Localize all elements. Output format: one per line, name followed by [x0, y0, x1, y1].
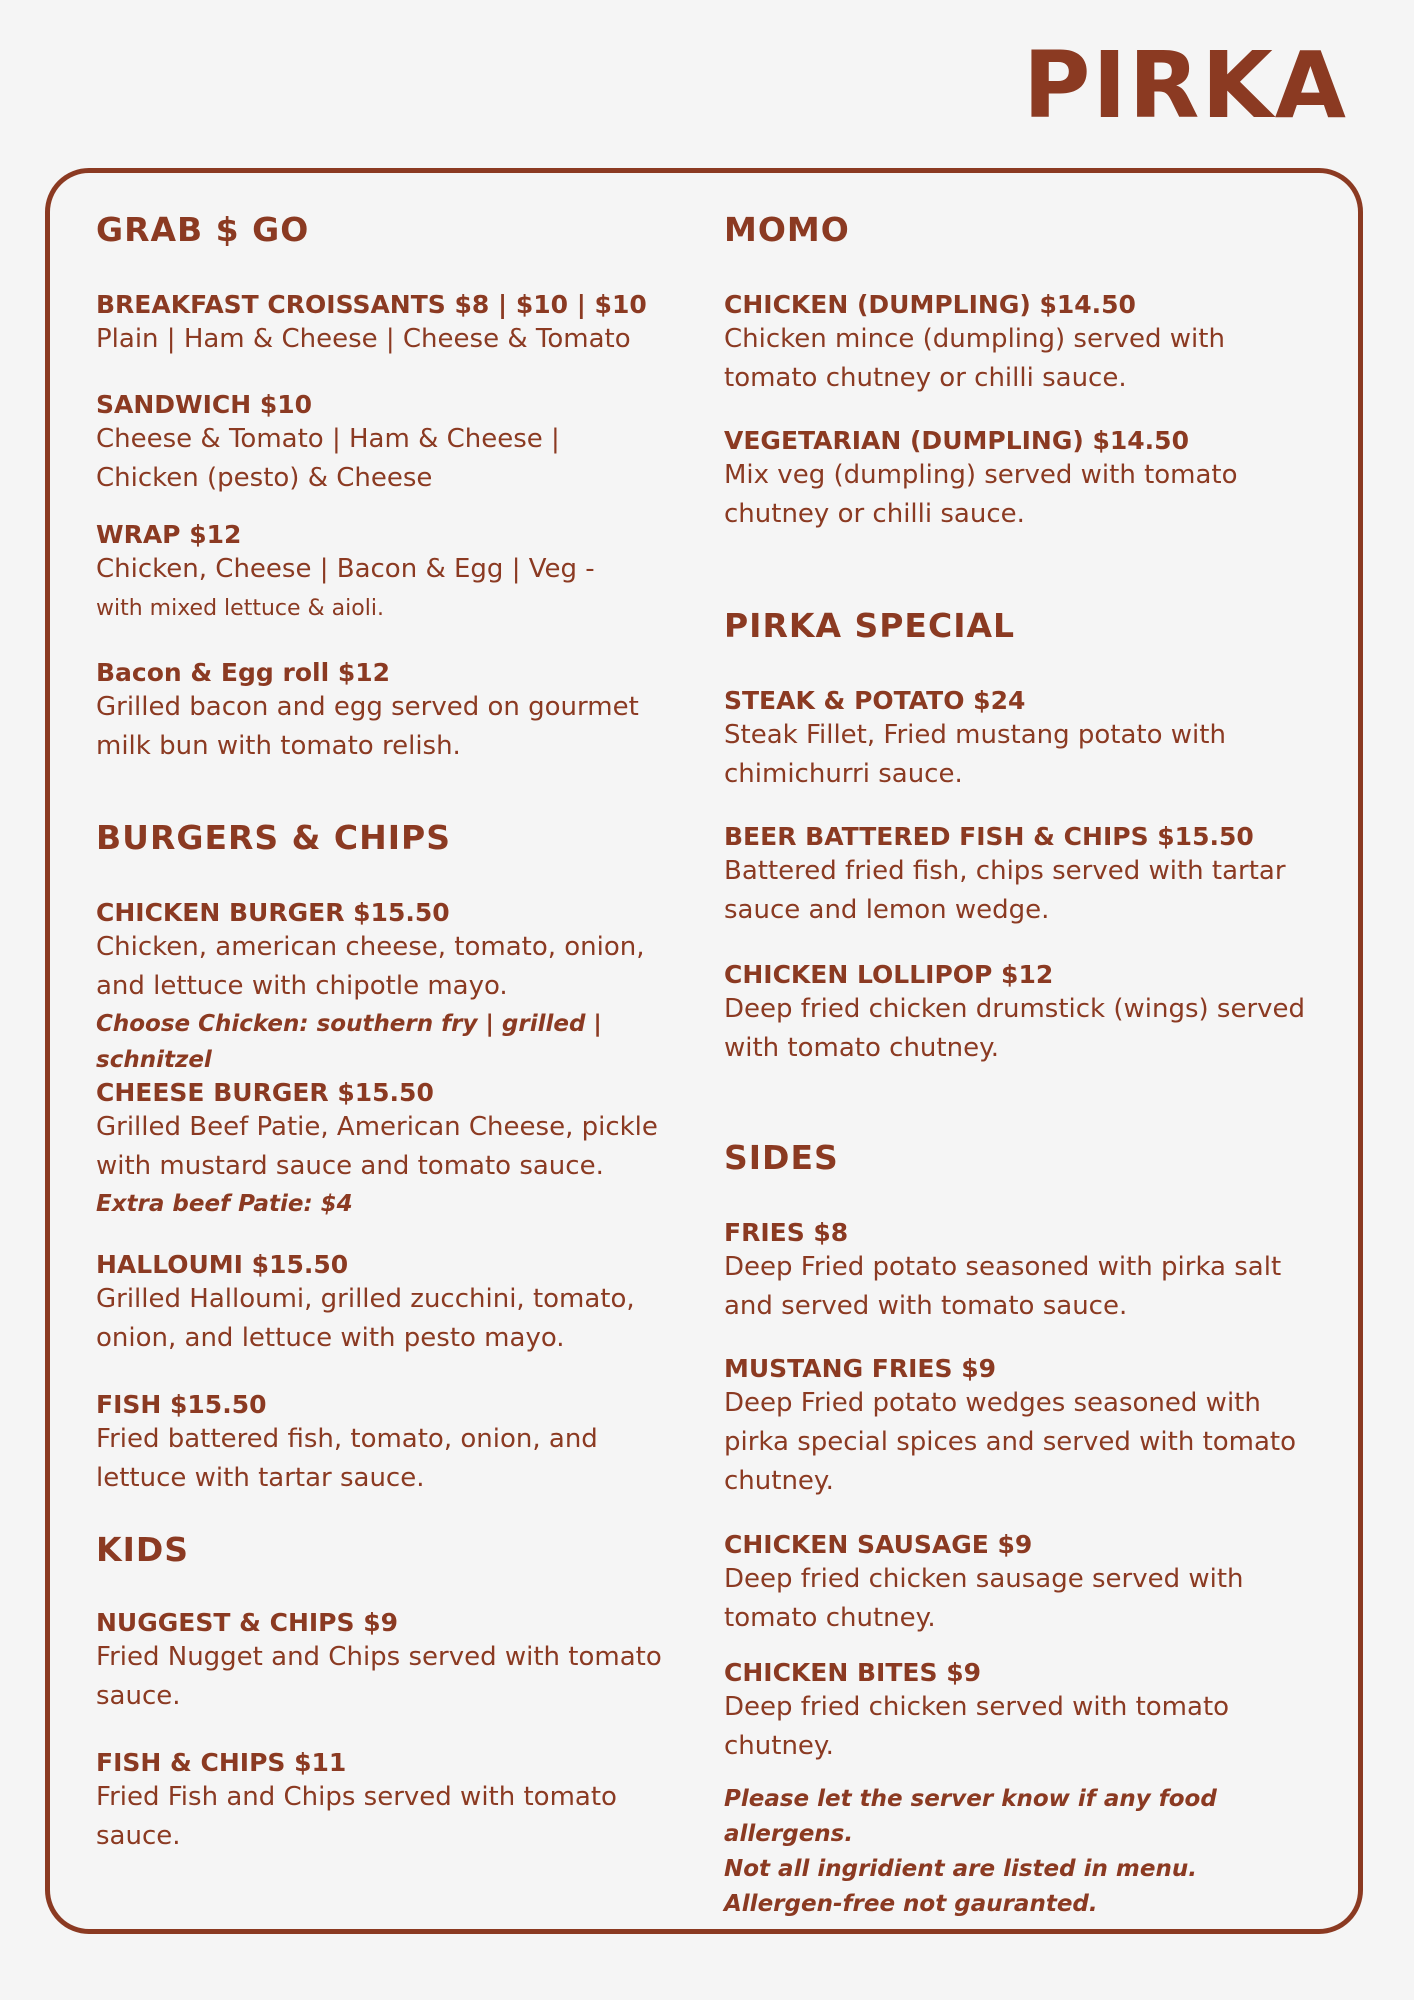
item-description: sauce. — [96, 1821, 181, 1851]
item-description: tomato chutney. — [724, 1603, 936, 1633]
item-description: chutney or chilli sauce. — [724, 499, 1025, 529]
item-description: Fried Fish and Chips served with tomato — [96, 1782, 617, 1812]
item-name: BEER BATTERED FISH & CHIPS $15.50 — [724, 822, 1254, 851]
menu-item — [724, 686, 1344, 794]
menu-item — [724, 1218, 1344, 1326]
item-description: Deep fried chicken served with tomato — [724, 1692, 1230, 1722]
item-name: FISH & CHIPS $11 — [96, 1748, 347, 1777]
item-note: Extra beef Patie: $4 — [96, 1191, 353, 1217]
menu-item — [96, 898, 716, 1078]
item-description: Grilled Halloumi, grilled zucchini, tomato, — [96, 1284, 635, 1314]
item-description: with tomato chutney. — [724, 1033, 1000, 1063]
item-name: HALLOUMI $15.50 — [96, 1250, 349, 1279]
item-description: with mixed lettuce & aioli. — [96, 596, 384, 621]
item-description: lettuce with tartar sauce. — [96, 1463, 425, 1493]
menu-item — [724, 822, 1344, 930]
item-name: Bacon & Egg roll $12 — [96, 658, 391, 687]
item-name: CHICKEN LOLLIPOP $12 — [724, 960, 1054, 989]
menu-item — [96, 1250, 716, 1358]
menu-item — [724, 1530, 1344, 1638]
item-description: milk bun with tomato relish. — [96, 731, 461, 761]
item-description: and served with tomato sauce. — [724, 1291, 1128, 1321]
item-description: tomato chutney or chilli sauce. — [724, 363, 1127, 393]
item-description: Chicken mince (dumpling) served with — [724, 324, 1225, 354]
item-description: chutney. — [724, 1731, 834, 1761]
item-name: MUSTANG FRIES $9 — [724, 1354, 996, 1383]
item-description: sauce and lemon wedge. — [724, 895, 1050, 925]
item-description: chimichurri sauce. — [724, 759, 963, 789]
menu-item — [96, 1390, 716, 1498]
menu-item — [96, 390, 716, 498]
item-description: Fried Nugget and Chips served with tomato — [96, 1642, 662, 1672]
item-description: Battered fried fish, chips served with tartar — [724, 856, 1286, 886]
item-description: Grilled Beef Patie, American Cheese, pickle — [96, 1112, 658, 1142]
section-title-burgers: BURGERS & CHIPS — [96, 818, 451, 857]
menu-item — [724, 290, 1344, 398]
allergen-line: Allergen-free not gauranted. — [724, 1891, 1098, 1917]
item-description: Chicken, american cheese, tomato, onion, — [96, 932, 645, 962]
item-name: WRAP $12 — [96, 520, 242, 549]
item-description: Chicken, Cheese | Bacon & Egg | Veg - — [96, 554, 595, 584]
item-description: Deep Fried potato wedges seasoned with — [724, 1388, 1261, 1418]
item-description: and lettuce with chipotle mayo. — [96, 971, 508, 1001]
menu-item — [96, 520, 716, 628]
allergen-line: Not all ingridient are listed in menu. — [724, 1856, 1197, 1882]
item-name: SANDWICH $10 — [96, 390, 313, 419]
brand-logo: PIRKA — [1023, 32, 1348, 139]
item-description: Deep fried chicken sausage served with — [724, 1564, 1244, 1594]
menu-item — [96, 1748, 716, 1856]
section-title-grab-go: GRAB $ GO — [96, 210, 310, 249]
item-description: Steak Fillet, Fried mustang potato with — [724, 720, 1226, 750]
menu-item — [96, 1078, 716, 1222]
item-name: CHICKEN (DUMPLING) $14.50 — [724, 290, 1136, 319]
menu-item — [724, 1354, 1344, 1501]
section-title-pirka-special: PIRKA SPECIAL — [724, 606, 1016, 645]
item-description: Chicken (pesto) & Cheese — [96, 463, 433, 493]
allergen-line: Please let the server know if any food allergens. — [724, 1786, 1217, 1847]
item-description: Grilled bacon and egg served on gourmet — [96, 692, 639, 722]
item-name: BREAKFAST CROISSANTS $8 | $10 | $10 — [96, 290, 647, 319]
section-title-momo: MOMO — [724, 210, 850, 249]
item-description: with mustard sauce and tomato sauce. — [96, 1151, 604, 1181]
menu-item — [724, 1658, 1344, 1766]
item-description: Deep fried chicken drumstick (wings) served — [724, 994, 1306, 1024]
item-name: CHICKEN SAUSAGE $9 — [724, 1530, 1033, 1559]
item-name: NUGGEST & CHIPS $9 — [96, 1608, 399, 1637]
item-note: Choose Chicken: southern fry | grilled | schnitzel — [96, 1011, 602, 1073]
menu-item — [96, 1608, 716, 1716]
item-description: sauce. — [96, 1681, 181, 1711]
item-description: Fried battered fish, tomato, onion, and — [96, 1424, 598, 1454]
section-title-kids: KIDS — [96, 1530, 190, 1569]
item-description: pirka special spices and served with tomato — [724, 1427, 1297, 1457]
item-description: Deep Fried potato seasoned with pirka salt — [724, 1252, 1282, 1282]
allergen-notice — [724, 1782, 1344, 1922]
item-name: STEAK & POTATO $24 — [724, 686, 1026, 715]
item-name: CHEESE BURGER $15.50 — [96, 1078, 434, 1107]
item-name: CHICKEN BITES $9 — [724, 1658, 981, 1687]
section-title-sides: SIDES — [724, 1138, 839, 1177]
menu-item — [724, 426, 1344, 534]
item-name: CHICKEN BURGER $15.50 — [96, 898, 450, 927]
item-description: chutney. — [724, 1466, 834, 1496]
item-description: Cheese & Tomato | Ham & Cheese | — [96, 424, 560, 454]
menu-item — [724, 960, 1344, 1068]
menu-item — [96, 658, 716, 766]
item-description: onion, and lettuce with pesto mayo. — [96, 1323, 565, 1353]
item-description: Plain | Ham & Cheese | Cheese & Tomato — [96, 324, 631, 354]
item-name: VEGETARIAN (DUMPLING) $14.50 — [724, 426, 1189, 455]
item-description: Mix veg (dumpling) served with tomato — [724, 460, 1238, 490]
item-name: FRIES $8 — [724, 1218, 849, 1247]
item-name: FISH $15.50 — [96, 1390, 267, 1419]
menu-item — [96, 290, 716, 359]
